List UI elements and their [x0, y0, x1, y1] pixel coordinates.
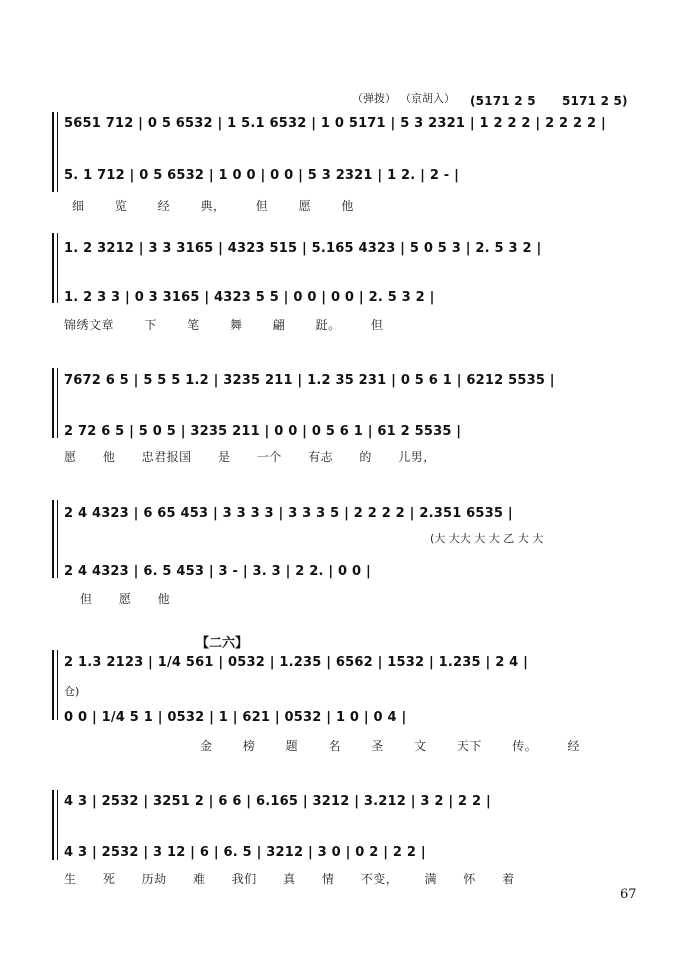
percussion-line: 仓) — [64, 685, 80, 698]
upper-staff: 5651 712 | 0 5 6532 | 1 5.1 6532 | 1 0 5171 | 5 3 2321 | 1 2 2 2 | 2 2 2 2 | — [64, 116, 606, 131]
page-number: 67 — [620, 887, 637, 902]
annotation-motif-2: 5171 2 5) — [562, 94, 628, 108]
lyrics: 金 榜 题 名 圣 文 天下 传。 经 — [200, 739, 581, 753]
lower-staff: 4 3 | 2532 | 3 12 | 6 | 6. 5 | 3212 | 3 0 | 0 2 | 2 2 | — [64, 845, 426, 860]
lower-staff: 0 0 | 1/4 5 1 | 0532 | 1 | 621 | 0532 | 1 0 | 0 4 | — [64, 710, 407, 725]
system-bracket-line — [57, 790, 58, 860]
upper-staff: 2 4 4323 | 6 65 453 | 3 3 3 3 | 3 3 3 5 | 2 2 2 2 | 2.351 6535 | — [64, 506, 513, 521]
lyrics: 细 览 经 典， 但 愿 他 — [72, 199, 354, 213]
upper-staff: 1. 2 3212 | 3 3 3165 | 4323 515 | 5.165 4323 | 5 0 5 3 | 2. 5 3 2 | — [64, 241, 542, 256]
system-bracket-line — [57, 112, 58, 192]
lyrics: 生 死 历劫 难 我们 真 情 不变， 满 怀 着 — [64, 872, 515, 886]
lower-staff: 5. 1 712 | 0 5 6532 | 1 0 0 | 0 0 | 5 3 2321 | 1 2. | 2 - | — [64, 168, 460, 183]
lower-staff: 2 4 4323 | 6. 5 453 | 3 - | 3. 3 | 2 2. | 0 0 | — [64, 564, 371, 579]
lower-staff: 1. 2 3 3 | 0 3 3165 | 4323 5 5 | 0 0 | 0 0 | 2. 5 3 2 | — [64, 290, 435, 305]
lyrics: 但 愿 他 — [80, 592, 171, 606]
lower-staff: 2 72 6 5 | 5 0 5 | 3235 211 | 0 0 | 0 5 6 1 | 61 2 5535 | — [64, 424, 462, 439]
system-bracket — [52, 790, 54, 860]
lyrics: 锦绣文章 下 笔 舞 翩 跹。 但 — [64, 318, 384, 332]
percussion-line: (大 大大 大 大 乙 大 大 — [430, 532, 544, 545]
system-bracket — [52, 112, 54, 192]
system-bracket-line — [57, 500, 58, 578]
annotation-jinghu: （京胡入） — [400, 92, 455, 105]
system-bracket-line — [57, 368, 58, 438]
annotation-motif-1: (5171 2 5 — [470, 94, 536, 108]
system-bracket-line — [57, 650, 58, 720]
system-bracket — [52, 368, 54, 438]
system-bracket — [52, 233, 54, 303]
section-marker: 【二六】 — [196, 636, 249, 651]
system-bracket-line — [57, 233, 58, 303]
annotation-tanbo: （弹拨） — [352, 92, 396, 105]
system-bracket — [52, 500, 54, 578]
upper-staff: 2 1.3 2123 | 1/4 561 | 0532 | 1.235 | 6562 | 1532 | 1.235 | 2 4 | — [64, 655, 529, 670]
upper-staff: 4 3 | 2532 | 3251 2 | 6 6 | 6.165 | 3212 | 3.212 | 3 2 | 2 2 | — [64, 794, 491, 809]
lyrics: 愿 他 忠君报国 是 一个 有志 的 儿男， — [64, 450, 436, 464]
upper-staff: 7672 6 5 | 5 5 5 1.2 | 3235 211 | 1.2 35 231 | 0 5 6 1 | 6212 5535 | — [64, 373, 555, 388]
system-bracket — [52, 650, 54, 720]
